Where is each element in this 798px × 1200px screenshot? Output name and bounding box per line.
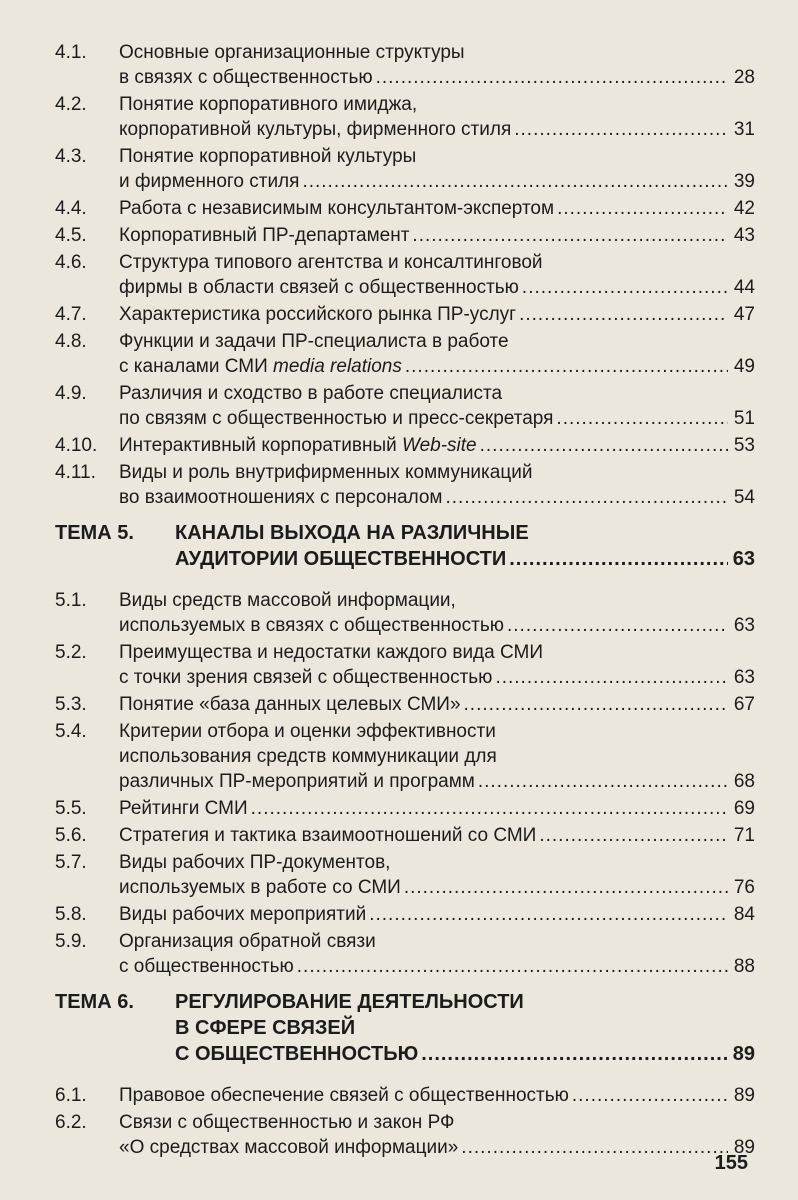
dot-leader [376,65,728,90]
toc-page-number: 54 [733,487,755,508]
toc-page-number: 67 [733,694,755,715]
toc-entry-title [119,850,755,900]
toc-title-last-line [119,1083,755,1108]
toc-entry-title [119,1110,755,1160]
toc-title-line: Работа с независимым консультантом-экспертом [119,198,555,219]
toc-title-line: Критерии отбора и оценки эффективности [119,721,496,742]
toc-entry-title [119,381,755,431]
toc-entry [55,329,755,379]
toc-entry-title [175,989,755,1067]
toc-entry-number: 5.5. [55,798,87,819]
toc-title-line: Виды рабочих мероприятий [119,904,367,925]
toc-entry-title [119,196,755,221]
toc-title-line: Различия и сходство в работе специалиста [119,383,503,404]
toc-entry [55,196,755,221]
toc-entry [55,40,755,90]
toc-page-number: 28 [733,67,755,88]
toc-entry-title [119,92,755,142]
dot-leader [405,354,728,379]
dot-leader [514,117,728,142]
dot-leader [539,823,728,848]
toc-entry-title [119,902,755,927]
toc-page-number: 63 [733,615,755,636]
toc-entry-title [119,692,755,717]
toc-entry-number: 4.9. [55,383,87,404]
toc-entry-number: 6.1. [55,1085,87,1106]
dot-leader [507,613,728,638]
toc-entry-title [119,433,755,458]
toc-entry-title [175,520,755,572]
toc-title-line: использования средств коммуникации для [119,746,497,767]
toc-title-line: используемых в связях с общественностью [119,615,504,636]
toc-title-line: Связи с общественностью и закон РФ [119,1112,455,1133]
dot-leader [302,169,728,194]
toc-entry [55,929,755,979]
toc-page-number: 89 [733,1085,755,1106]
toc-title-last-line [119,196,755,221]
toc-entry [55,719,755,794]
toc-entry-number: 5.1. [55,590,87,611]
toc-entry-number: 4.10. [55,435,98,456]
toc-title-line: с точки зрения связей с общественностью [119,667,493,688]
toc-entry [55,250,755,300]
toc-page-number: 39 [733,171,755,192]
toc-title-last-line [175,546,755,572]
toc-entry [55,1083,755,1108]
toc-title-line: Интерактивный корпоративный [119,435,397,456]
toc-entry-title [119,302,755,327]
toc-title-line: Функции и задачи ПР-специалиста в работе [119,331,509,352]
toc-entry [55,302,755,327]
dot-leader [461,1135,728,1160]
toc-title-last-line [119,223,755,248]
dot-leader [522,275,728,300]
toc-title-line: фирмы в области связей с общественностью [119,277,519,298]
toc-entry-number: 5.3. [55,694,87,715]
dot-leader [464,692,728,717]
toc-theme-heading [55,520,755,572]
toc-title-last-line [175,1041,755,1067]
toc-title-last-line [119,769,755,794]
toc-title-last-line [119,406,755,431]
toc-entry-number: 4.3. [55,146,87,167]
toc-title-line: в связях с общественностью [119,67,373,88]
toc-title-line: Понятие «база данных целевых СМИ» [119,694,461,715]
toc-page-number: 44 [733,277,755,298]
toc-title-line: «О средствах массовой информации» [119,1137,459,1158]
toc-entry [55,796,755,821]
toc-entry-title [119,40,755,90]
toc-title-last-line [119,433,755,458]
toc-entry [55,902,755,927]
toc-page-number: 47 [733,304,755,325]
toc-title-last-line [119,823,755,848]
toc-page-number: 31 [733,119,755,140]
dot-leader [251,796,728,821]
toc-entry-title [119,719,755,794]
toc-title-line: Понятие корпоративного имиджа, [119,94,418,115]
toc-title-italic: Web-site [402,435,477,456]
toc-entry-number: 5.8. [55,904,87,925]
toc-page-number: 88 [733,956,755,977]
toc-page-number: 43 [733,225,755,246]
toc-title-line: Структура типового агентства и консалтинговой [119,252,543,273]
toc-title-line: с каналами СМИ [119,356,268,377]
toc-entry [55,460,755,510]
toc-entry-number: 4.4. [55,198,87,219]
toc-page-number: 69 [733,798,755,819]
toc-page-number: 68 [733,771,755,792]
table-of-contents [55,40,755,1160]
toc-entry-number: 4.5. [55,225,87,246]
toc-entry-title [119,796,755,821]
toc-title-last-line [119,65,755,90]
toc-title-last-line [119,692,755,717]
dot-leader [509,546,728,572]
toc-entry-number: 4.8. [55,331,87,352]
toc-title-last-line [119,485,755,510]
toc-title-line: АУДИТОРИИ ОБЩЕСТВЕННОСТИ [175,548,507,570]
toc-entry-number: 5.4. [55,721,87,742]
toc-entry-title [119,329,755,379]
toc-title-line: по связям с общественностью и пресс-секретаря [119,408,554,429]
toc-title-last-line [119,169,755,194]
toc-title-line: Корпоративный ПР-департамент [119,225,410,246]
toc-title-last-line [119,117,755,142]
toc-entry [55,223,755,248]
dot-leader [557,196,728,221]
toc-title-last-line [119,796,755,821]
toc-title-line: во взаимоотношениях с персоналом [119,487,443,508]
toc-entry [55,588,755,638]
dot-leader [572,1083,728,1108]
toc-title-line: Преимущества и недостатки каждого вида СМИ [119,642,543,663]
toc-title-line: с общественностью [119,956,294,977]
toc-page-number: 63 [733,667,755,688]
dot-leader [404,875,728,900]
toc-entry-number: ТЕМА 6. [55,991,134,1013]
toc-entry [55,433,755,458]
toc-title-last-line [119,665,755,690]
toc-entry-number: 5.9. [55,931,87,952]
toc-title-last-line [119,275,755,300]
dot-leader [369,902,728,927]
dot-leader [519,302,728,327]
toc-title-line: корпоративной культуры, фирменного стиля [119,119,512,140]
toc-entry-title [119,144,755,194]
toc-entry-number: 5.6. [55,825,87,846]
toc-entry [55,1110,755,1160]
toc-entry-number: ТЕМА 5. [55,522,134,544]
toc-page-number: 89 [732,1043,755,1065]
toc-title-line: и фирменного стиля [119,171,300,192]
toc-title-line: РЕГУЛИРОВАНИЕ ДЕЯТЕЛЬНОСТИ [175,991,524,1013]
toc-page-number: 42 [733,198,755,219]
toc-title-line: Понятие корпоративной культуры [119,146,417,167]
toc-page-number: 63 [732,548,755,570]
toc-title-last-line [119,902,755,927]
page-number: 155 [714,1152,748,1174]
dot-leader [421,1041,728,1067]
toc-entry-number: 4.6. [55,252,87,273]
dot-leader [556,406,728,431]
toc-entry-title [119,640,755,690]
toc-title-last-line [119,613,755,638]
toc-title-line: используемых в работе со СМИ [119,877,401,898]
toc-title-last-line [119,302,755,327]
toc-title-line: Виды и роль внутрифирменных коммуникаций [119,462,533,483]
toc-title-line: Основные организационные структуры [119,42,465,63]
toc-title-last-line [119,354,755,379]
toc-title-line: С ОБЩЕСТВЕННОСТЬЮ [175,1043,419,1065]
toc-title-last-line [119,954,755,979]
dot-leader [412,223,728,248]
dot-leader [495,665,728,690]
toc-entry-title [119,1083,755,1108]
toc-title-line: Организация обратной связи [119,931,376,952]
toc-entry-number: 4.1. [55,42,87,63]
toc-entry [55,640,755,690]
toc-title-line: Характеристика российского рынка ПР-услуг [119,304,517,325]
toc-entry [55,692,755,717]
toc-title-line: Стратегия и тактика взаимоотношений со СМИ [119,825,537,846]
toc-title-line: Рейтинги СМИ [119,798,248,819]
toc-entry-number: 4.7. [55,304,87,325]
toc-title-line: различных ПР-мероприятий и программ [119,771,475,792]
toc-entry-number: 4.2. [55,94,87,115]
toc-entry-title [119,588,755,638]
toc-title-italic: media relations [273,356,402,377]
toc-page-number: 71 [733,825,755,846]
toc-page-number: 49 [733,356,755,377]
toc-page-number: 53 [733,435,755,456]
toc-entry-number: 4.11. [55,462,96,483]
toc-page-number: 51 [733,408,755,429]
toc-title-line: Виды средств массовой информации, [119,590,456,611]
toc-theme-heading [55,989,755,1067]
toc-entry [55,850,755,900]
dot-leader [297,954,728,979]
toc-title-line: Виды рабочих ПР-документов, [119,852,391,873]
toc-title-line: Правовое обеспечение связей с общественностью [119,1085,569,1106]
toc-entry-number: 5.2. [55,642,87,663]
toc-entry-number: 5.7. [55,852,87,873]
toc-title-line: В СФЕРЕ СВЯЗЕЙ [175,1017,356,1039]
dot-leader [478,769,728,794]
toc-entry-title [119,460,755,510]
toc-entry-title [119,250,755,300]
toc-page-number: 76 [733,877,755,898]
toc-entry-title [119,823,755,848]
toc-page-number: 89 [733,1137,755,1158]
toc-entry [55,823,755,848]
toc-title-line: КАНАЛЫ ВЫХОДА НА РАЗЛИЧНЫЕ [175,522,529,544]
toc-entry-number: 6.2. [55,1112,87,1133]
toc-title-last-line [119,875,755,900]
dot-leader [446,485,729,510]
toc-title-last-line [119,1135,755,1160]
toc-entry [55,92,755,142]
toc-page-number: 84 [733,904,755,925]
dot-leader [480,433,728,458]
toc-entry [55,144,755,194]
toc-entry-title [119,929,755,979]
toc-entry-title [119,223,755,248]
toc-entry [55,381,755,431]
